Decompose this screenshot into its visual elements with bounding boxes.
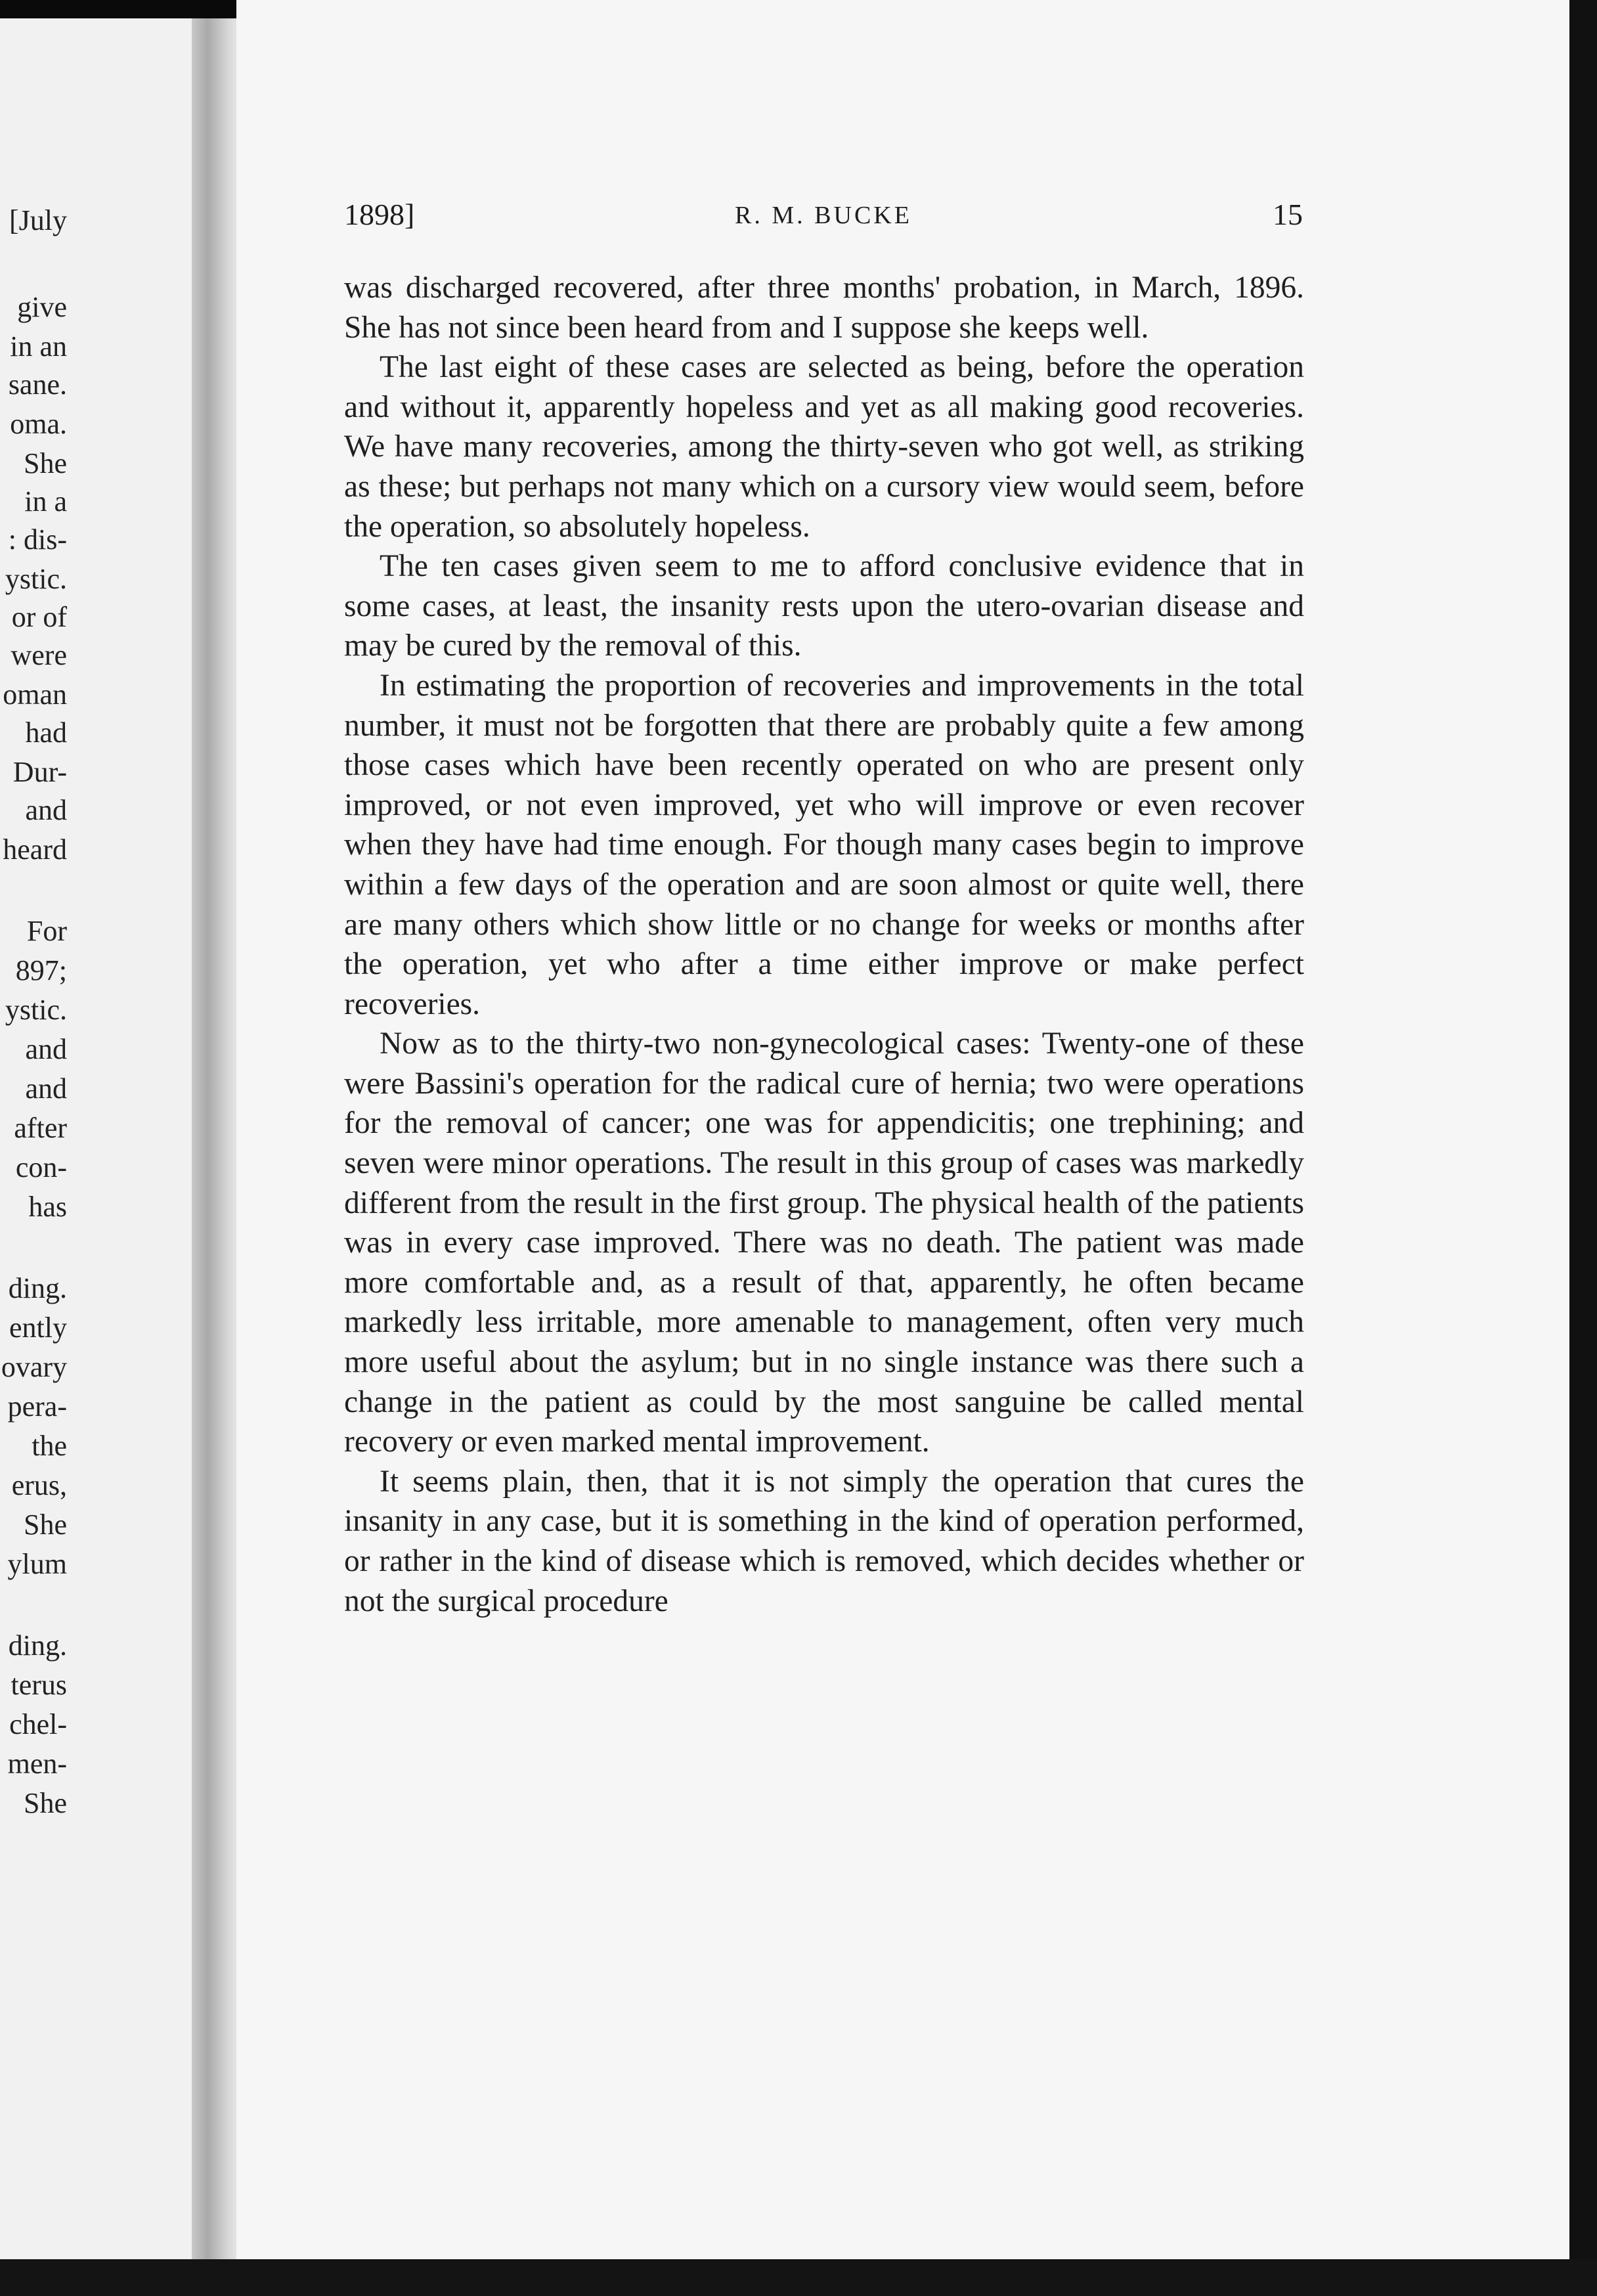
facing-page-fragment: She <box>24 1509 67 1541</box>
facing-page-fragment: were <box>11 639 67 671</box>
facing-page <box>0 18 197 2271</box>
page-edge <box>1569 0 1597 2296</box>
bottom-edge <box>0 2259 1597 2296</box>
facing-page-fragment: She <box>24 1787 67 1819</box>
facing-page-fragment: oma. <box>10 408 67 440</box>
facing-page-fragment: con- <box>15 1151 67 1183</box>
facing-page-fragment: ding. <box>8 1272 67 1304</box>
facing-page-fragment: pera- <box>7 1390 67 1423</box>
facing-page-fragment: or of <box>11 601 67 633</box>
facing-page-fragment: give <box>17 291 67 323</box>
running-head-author: R. M. BUCKE <box>735 202 912 229</box>
facing-page-fragment: Dur- <box>12 756 67 788</box>
facing-page-fragment: ystic. <box>5 563 67 595</box>
facing-page-fragment: She <box>24 447 67 479</box>
facing-page-fragment: erus, <box>11 1469 67 1501</box>
paragraph: In estimating the proportion of recoveries and improvements in the total number, it must not be forgotten that there are probably quite a few among those cases which have been recently operated on who are present only improved, or not even improved, yet who will improve or even recover when they have had time enough. For though many cases begin to improve within a few days of the operation and are soon almost or quite well, there are many others which show little or no change for weeks or months after the operation, yet who after a time either improve or make perfect recoveries. <box>344 668 1304 1021</box>
facing-page-fragment: in a <box>24 485 67 518</box>
paragraph: was discharged recovered, after three months' probation, in March, 1896. She has not since been heard from and I suppose she keeps well. <box>344 271 1304 345</box>
facing-page-fragment: heard <box>3 833 67 866</box>
facing-page-fragment: and <box>25 1033 67 1065</box>
paragraph: The last eight of these cases are selected as being, before the operation and without it, apparently hopeless and yet as all making good recoveries. We have many recoveries, among the thirty-seven who got well, as striking as these; but perhaps not many which on a cursory view would seem, before the operation, so absolutely hopeless. <box>344 350 1304 544</box>
body-text <box>344 268 1304 1621</box>
facing-page-fragment: 897; <box>15 954 67 986</box>
facing-page-fragment: ovary <box>1 1351 67 1383</box>
running-head-year: 1898] <box>344 198 415 231</box>
facing-page-fragment: [July <box>9 204 67 236</box>
facing-page-fragment: terus <box>11 1669 67 1701</box>
facing-page-fragment: ylum <box>7 1548 67 1580</box>
facing-page-fragment: men- <box>7 1748 67 1780</box>
paragraph: Now as to the thirty-two non-gynecological cases: Twenty-one of these were Bassini's operation for the radical cure of hernia; two were operations for the removal of cancer; one was for appendicitis; one trephining; and seven were minor operations. The result in this group of cases was markedly different from the result in the first group. The physical health of the patients was in every case improved. There was no death. The patient was made more comfortable and, as a result of that, apparently, he often became markedly less irritable, more amenable to management, often very much more useful about the asylum; but in no single instance was there such a change in the patient as could by the most sanguine be called mental recovery or even marked mental improvement. <box>344 1027 1304 1459</box>
facing-page-fragment: For <box>26 915 67 947</box>
paragraph: It seems plain, then, that it is not simply the operation that cures the insanity in any case, but it is something in the kind of operation performed, or rather in the kind of disease which is removed, which decides whether or not the surgical procedure <box>344 1464 1304 1618</box>
page-number: 15 <box>1273 198 1303 231</box>
facing-page-fragment: chel- <box>9 1708 67 1740</box>
facing-page-fragment: in an <box>10 330 67 363</box>
facing-page-fragment: oman <box>3 678 67 711</box>
facing-page-fragment: the <box>32 1430 67 1462</box>
facing-page-fragment: sane. <box>8 368 67 401</box>
paragraph: The ten cases given seem to me to afford conclusive evidence that in some cases, at least, the insanity rests upon the utero-ovarian disease and may be cured by the removal of this. <box>344 549 1304 663</box>
running-head <box>344 197 1303 236</box>
facing-page-fragment: and <box>25 794 67 826</box>
facing-page-fragment: after <box>14 1112 67 1144</box>
facing-page-fragment: ently <box>9 1312 67 1344</box>
facing-page-fragment: and <box>25 1072 67 1105</box>
facing-page-fragment: ding. <box>8 1629 67 1662</box>
facing-page-fragment: has <box>28 1191 67 1223</box>
facing-page-fragment: ystic. <box>5 994 67 1026</box>
facing-page-fragment: : dis- <box>8 523 67 556</box>
facing-page-fragment: had <box>25 717 67 749</box>
